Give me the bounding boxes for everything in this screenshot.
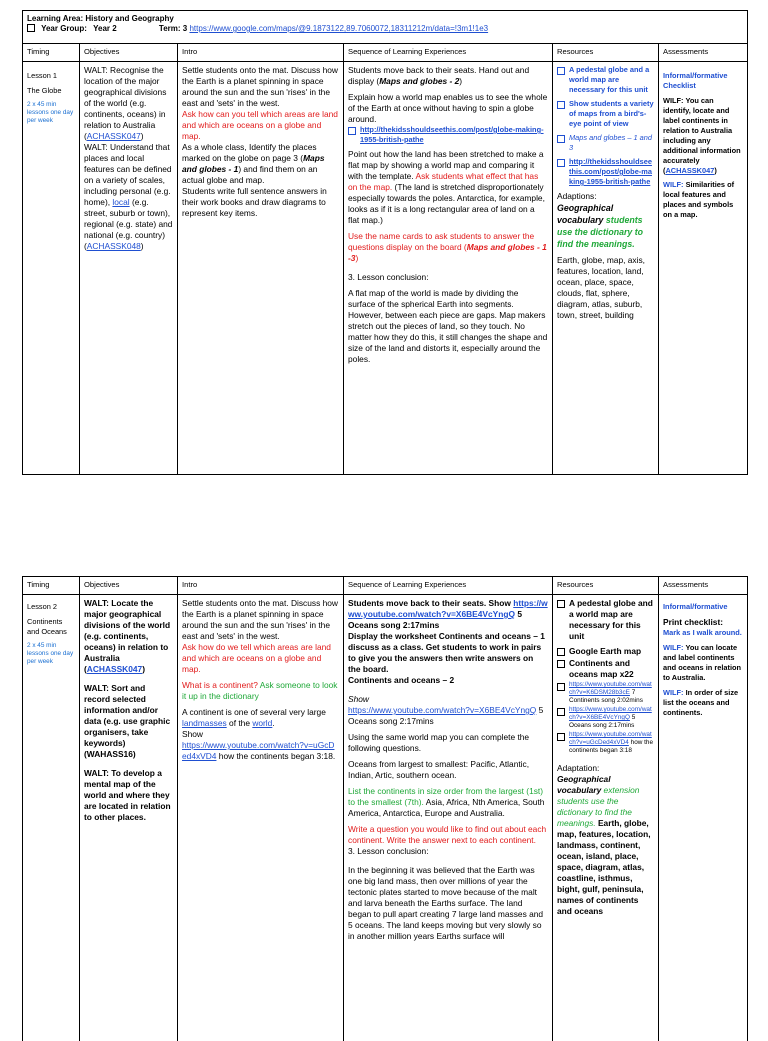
adaptation-label: Adaptation:	[557, 763, 654, 774]
assessment-note: Mark as I walk around.	[663, 628, 743, 638]
intro-instruction: Ask someone to look it up in the dictionary	[182, 680, 338, 701]
vocabulary-list: Earth, globe, map, features, location, landmass, continent, ocean, island, place, space, diagram, atlas, coastline, isthmus, bight, gulf, peninsula, names of continents and oceans	[557, 818, 651, 916]
resource-item: 5 Oceans song 2:17mins	[569, 714, 635, 729]
lesson-2-sequence	[344, 595, 553, 1041]
lesson-conclusion-heading: 3. Lesson conclusion:	[348, 846, 548, 857]
world-link[interactable]: world	[252, 718, 272, 728]
curriculum-code-link[interactable]: ACHASSK047	[87, 664, 142, 674]
sequence-text: Using the same world map you can complete the following questions.	[348, 732, 548, 754]
sequence-text: 5 Oceans song 2:17mins	[348, 609, 522, 630]
col-objectives: Objectives	[80, 577, 178, 595]
sequence-text: 5 Oceans song 2:17mins	[348, 705, 543, 726]
year-group-value: Year 2	[93, 24, 117, 33]
lesson-1-intro	[178, 62, 344, 475]
lesson-table-1	[22, 10, 748, 475]
col-assessments: Assessments	[659, 577, 748, 595]
checkbox-icon[interactable]	[557, 708, 565, 716]
resource-link[interactable]: http://thekidsshouldseethis.com/post/globe-making-1955-british-pathe	[569, 157, 654, 187]
col-objectives: Objectives	[80, 44, 178, 62]
worksheet-ref: Continents and oceans – 2	[348, 675, 548, 686]
worksheet-ref: Maps and globes - 1 -3	[348, 242, 547, 263]
sequence-text: Point out how the land has been stretched to make a flat map by showing a world map and comparing it with the template.	[348, 149, 544, 181]
assessment-type: Informal/formative Checklist	[663, 71, 743, 91]
sequence-text: Oceans from largest to smallest: Pacific, Atlantic, Indian, Artic, southern ocean.	[348, 759, 548, 781]
sequence-text: Display the worksheet Continents and oceans – 1 discuss as a class. Get students to work in pairs to give you the answers then write answers on the board.	[348, 631, 548, 675]
objective-walt: WALT: To develop a mental map of the world and where they are located in relation to other places.	[84, 768, 173, 823]
intro-text: ) and find them on an actual globe and map.	[182, 164, 317, 185]
adaption-text: extension students use the dictionary to find the meanings.	[557, 785, 639, 828]
continents-video-link[interactable]: https://www.youtube.com/watch?v=uGcDed4xVD4	[569, 731, 652, 746]
paren: )	[142, 664, 145, 674]
col-timing: Timing	[23, 44, 80, 62]
lesson-conclusion-heading: 3. Lesson conclusion:	[348, 272, 548, 283]
resource-item: how the continents began 3:18	[569, 739, 653, 754]
vocabulary-list: Earth, globe, map, axis, features, location, land, ocean, place, space, clouds, flat, sphere, diagram, atlas, suburb, town, street, building	[557, 255, 654, 321]
lesson-number: Lesson 2	[27, 602, 75, 612]
col-timing: Timing	[23, 577, 80, 595]
lesson-1-row	[23, 62, 748, 475]
checkbox-icon[interactable]	[557, 67, 565, 75]
sequence-instruction: List the continents in size order from the largest (1st) to the smallest (7th).	[348, 786, 543, 807]
show-label: Show	[182, 729, 339, 740]
lesson-2-objectives	[80, 595, 178, 1041]
lesson-1-timing	[23, 62, 80, 475]
curriculum-code-link[interactable]: ACHASSK047	[87, 131, 141, 141]
resource-item: Maps and globes – 1 and 3	[569, 133, 654, 153]
objective-walt: WALT: Recognise the location of the major geographical divisions of the world (e.g. continents, oceans) in relation to Australia (	[84, 65, 166, 141]
paren: )	[141, 241, 144, 251]
col-assessments: Assessments	[659, 44, 748, 62]
objective-walt-cont: (e.g. street, suburb or town), regional (e.g. state) and national (e.g. country) (	[84, 197, 172, 251]
lesson-duration: 2 x 45 min lessons one day per week	[27, 642, 75, 666]
wilf-criteria: WILF: You can identify, locate and label continents in relation to Australia including any additional information accurately (	[663, 96, 741, 175]
col-sequence: Sequence of Learning Experiences	[344, 44, 553, 62]
intro-text: of the	[227, 718, 253, 728]
checkbox-icon[interactable]	[557, 683, 565, 691]
wilf-label: WILF:	[663, 643, 685, 652]
curriculum-code-link[interactable]: ACHASSK047	[665, 166, 714, 175]
col-intro: Intro	[178, 577, 344, 595]
checkbox-icon[interactable]	[557, 648, 565, 656]
adaption-title: Geographical vocabulary	[557, 203, 613, 225]
sequence-instruction: )	[355, 253, 358, 263]
objective-walt: WALT: Locate the major geographical divisions of the world (e.g. continents, oceans) in relation to Australia (	[84, 598, 170, 674]
paren: )	[141, 131, 144, 141]
intro-text: how the continents began 3:18.	[216, 751, 335, 761]
landmasses-link[interactable]: landmasses	[182, 718, 227, 728]
lesson-2-resources	[553, 595, 659, 1041]
lesson-table-2	[22, 576, 748, 1041]
resource-item: 7 Continents song 2:02mins	[569, 689, 643, 704]
learning-area: Learning Area: History and Geography	[27, 14, 743, 24]
sequence-text: Asia, Africa, Nth America, South America, Antarctica, Europe and Australia.	[348, 797, 544, 818]
col-resources: Resources	[553, 44, 659, 62]
column-header-row	[23, 44, 748, 62]
lesson-conclusion-text: In the beginning it was believed that the Earth was one big land mass, then over millions of year the tectonic plates started to move because of the malt and larva beneath the Earths surface. The land began to pull apart creating 7 large land masses and 5 oceans. The land keeps moving but very slowly so in another million years Earths surface will	[348, 865, 548, 942]
sequence-question: Ask students what effect that has on the map.	[348, 171, 538, 192]
lesson-2-row	[23, 595, 748, 1041]
adaption-title: Geographical vocabulary	[557, 774, 611, 795]
adaption-text: students use the dictionary to find the meanings.	[557, 215, 643, 249]
worksheet-ref: Maps and globes - 2	[379, 76, 459, 86]
year-group-label: Year Group:	[41, 24, 87, 33]
intro-text: Settle students onto the mat. Discuss how the Earth is a planet spinning in space around the sun and the sun 'rises' in the east and 'sets' in the west.	[182, 598, 339, 642]
resource-item: Show students a variety of maps from a bird's-eye point of view	[569, 99, 654, 129]
intro-text: A continent is one of several very large	[182, 707, 326, 717]
checkbox-icon[interactable]	[557, 733, 565, 741]
wilf-criteria: In order of size list the oceans and continents.	[663, 688, 738, 717]
objective-walt: WALT: Sort and record selected information and/or data (e.g. use graphic organisers, take keywords) (WAHASS16)	[84, 683, 173, 760]
intro-question: Ask how do we tell which areas are land and which are oceans on a globe and map.	[182, 642, 339, 675]
sequence-text: )	[459, 76, 462, 86]
wilf-label: WILF:	[663, 688, 686, 697]
oceans-song-link[interactable]: https://www.youtube.com/watch?v=X6BE4VcYngQ	[569, 706, 652, 721]
lesson-1-objectives	[80, 62, 178, 475]
globe-making-link[interactable]: http://thekidsshouldseethis.com/post/globe-making-1955-british-pathe	[360, 125, 548, 145]
lesson-1-resources	[553, 62, 659, 475]
continents-song-link[interactable]: https://www.youtube.com/watch?v=K6DSM28b3cE	[569, 681, 652, 696]
wilf-criteria: You can locate and label continents and oceans in relation to Australia.	[663, 643, 741, 682]
oceans-song-link[interactable]: https://www.youtube.com/watch?v=X6BE4VcYngQ	[348, 598, 548, 619]
checkbox-icon[interactable]	[27, 24, 35, 32]
show-label: Show	[348, 694, 548, 705]
intro-text: Students write full sentence answers in their work books and draw diagrams to represent key items.	[182, 186, 339, 219]
lesson-conclusion-text: A flat map of the world is made by dividing the surface of the spherical Earth into segments. However, between each piece are gaps. Map makers stretch out the pieces of land, so they touch. No matter how they do this, it still changes the shape and size of the land and distorts it, especially around the poles.	[348, 288, 548, 365]
wilf-criteria: Similarities of local features and places and symbols on a map.	[663, 180, 734, 219]
lesson-number: Lesson 1	[27, 71, 75, 81]
continents-video-link[interactable]: https://www.youtube.com/watch?v=uGcDed4xVD4	[182, 740, 334, 761]
lesson-topic: Continents and Oceans	[27, 617, 75, 637]
term-map-link[interactable]: https://www.google.com/maps/@9.1873122,89.7060072,18311212m/data=!3m1!1e3	[189, 24, 488, 33]
resource-item: A pedestal globe and a world map are necessary for this unit	[569, 598, 654, 642]
lesson-2-intro	[178, 595, 344, 1041]
header-row	[23, 11, 748, 44]
adaptions-label: Adaptions:	[557, 191, 654, 202]
lesson-1-assessments	[659, 62, 748, 475]
col-intro: Intro	[178, 44, 344, 62]
col-sequence: Sequence of Learning Experiences	[344, 577, 553, 595]
intro-question: What is a continent?	[182, 680, 258, 690]
lesson-duration: 2 x 45 min lessons one day per week	[27, 101, 75, 125]
sequence-text: Students move back to their seats. Hand out and display (	[348, 65, 529, 86]
checkbox-icon[interactable]	[557, 600, 565, 608]
intro-question: Ask how can you tell which areas are land and which are oceans on a globe and map.	[182, 109, 339, 142]
resource-item: Continents and oceans map x22	[569, 658, 654, 680]
intro-text: .	[272, 718, 274, 728]
sequence-instruction: Use the name cards to ask students to answer the questions display on the board (	[348, 231, 534, 252]
sequence-text: Explain how a world map enables us to see the whole of the Earth at once without having to spin a globe around.	[348, 92, 548, 125]
lesson-2-assessments	[659, 595, 748, 1041]
sequence-text: (The land is stretched disproportionately especially towards the poles. Antarctica, for example, looks as if it is a long rectangular area of land on a flat map.)	[348, 182, 545, 225]
resource-item: Google Earth map	[569, 646, 641, 657]
checkbox-icon[interactable]	[557, 159, 565, 167]
print-checklist: Print checklist:	[663, 617, 743, 628]
term-label: Term: 3	[159, 24, 187, 33]
intro-text: Settle students onto the mat. Discuss how the Earth is a planet spinning in space around the sun and the sun 'rises' in the east and 'sets' in the west.	[182, 65, 339, 109]
sequence-instruction: Write a question you would like to find out about each continent. Write the answer next to each continent.	[348, 824, 548, 846]
objective-walt: WALT: Understand that places and local features can be defined on a variety of scales, including personal (e.g. home),	[84, 142, 172, 207]
sequence-text: Students move back to their seats. Show	[348, 598, 513, 608]
lesson-topic: The Globe	[27, 86, 75, 96]
video-link-item	[348, 125, 548, 145]
column-header-row	[23, 577, 748, 595]
paren: )	[714, 166, 716, 175]
checkbox-icon[interactable]	[557, 660, 565, 668]
local-link[interactable]: local	[112, 197, 129, 207]
lesson-2-timing	[23, 595, 80, 1041]
col-resources: Resources	[553, 577, 659, 595]
assessment-type: Informal/formative	[663, 602, 743, 612]
curriculum-code-link[interactable]: ACHASSK048	[87, 241, 141, 251]
checkbox-icon[interactable]	[557, 101, 565, 109]
intro-text: As a whole class, Identify the places marked on the globe on page 3 (	[182, 142, 317, 163]
resource-item: A pedestal globe and a world map are necessary for this unit	[569, 65, 654, 95]
checkbox-icon[interactable]	[557, 135, 565, 143]
worksheet-ref: Maps and globes - 1	[182, 153, 324, 174]
checkbox-icon[interactable]	[348, 127, 356, 135]
lesson-1-sequence	[344, 62, 553, 475]
wilf-label: WILF:	[663, 180, 686, 189]
oceans-song-link[interactable]: https://www.youtube.com/watch?v=X6BE4VcYngQ	[348, 705, 536, 715]
